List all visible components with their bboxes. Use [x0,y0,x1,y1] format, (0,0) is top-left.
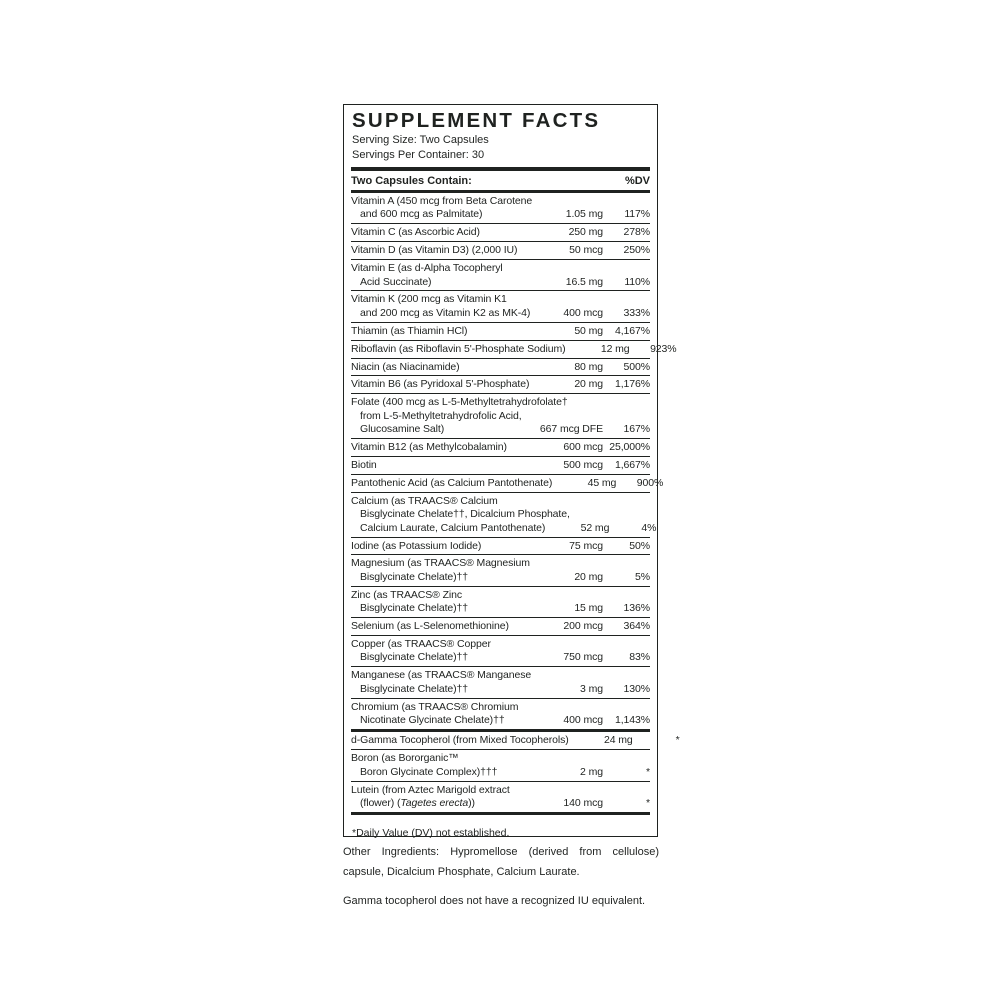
row-iodine [351,538,650,556]
row-zinc [351,587,650,618]
nutrient-dv: * [646,765,650,778]
nutrient-amount: 750 mcg [563,651,603,664]
nutrient-dv: 130% [623,682,650,695]
nutrient-amount: 75 mcg [569,539,603,552]
nutrient-dv: 900% [636,476,664,489]
row-biotin [351,457,650,475]
dv-footnote: *Daily Value (DV) not established. [352,827,510,840]
nutrient-dv: 923% [650,342,677,355]
nutrient-name: and 200 mcg as Vitamin K2 as MK-4) [360,306,531,319]
row-pantothenic-acid [351,475,664,493]
nutrient-name: Copper (as TRAACS® Copper [351,637,491,650]
nutrient-dv: 500% [623,360,650,373]
nutrient-name: Iodine (as Potassium Iodide) [351,539,482,552]
nutrient-name: Thiamin (as Thiamin HCl) [351,324,468,337]
nutrient-amount: 3 mg [580,682,603,695]
nutrient-name: Calcium Laurate, Calcium Pantothenate) [360,521,546,534]
servings-per-container: Servings Per Container: 30 [352,149,485,161]
nutrient-dv: 117% [624,208,650,221]
dv-header: %DV [624,174,650,187]
nutrient-name: Pantothenic Acid (as Calcium Pantothenate) [351,476,553,489]
nutrient-amount: 500 mcg [563,459,603,471]
nutrient-name: Biotin [351,459,377,471]
nutrient-name: d-Gamma Tocopherol (from Mixed Tocopherols) [351,734,569,747]
main-nutrient-rows [351,193,677,729]
nutrient-name: (flower) (Tagetes erecta)) [360,797,475,810]
nutrient-dv: 1,176% [614,378,650,391]
nutrient-amount: 16.5 mg [565,275,603,288]
nutrient-name: Chromium (as TRAACS® Chromium [351,700,519,713]
nutrient-amount: 52 mg [580,521,610,534]
nutrient-dv: 278% [623,226,650,239]
nutrient-dv: * [675,734,680,747]
nutrient-amount: 80 mg [574,360,603,373]
row-vitamin-b6 [351,376,650,394]
nutrient-dv: 364% [623,620,650,633]
gamma-tocopherol-note: Gamma tocopherol does not have a recognized IU equivalent. [343,895,646,907]
nutrient-amount: 667 mcg DFE [539,423,603,436]
nutrient-name: Selenium (as L-Selenomethionine) [351,620,509,633]
secondary-nutrient-rows [351,732,680,812]
nutrient-name: Zinc (as TRAACS® Zinc [351,588,463,601]
row-vitamin-d [351,242,650,260]
row-d-gamma-tocopherol [351,732,680,750]
row-manganese [351,667,650,698]
nutrient-amount: 50 mg [574,324,603,337]
nutrient-dv: 1,143% [614,714,650,726]
row-selenium [351,618,650,636]
nutrient-name: Calcium (as TRAACS® Calcium [351,494,498,507]
nutrient-name: Magnesium (as TRAACS® Magnesium [351,557,530,570]
nutrient-amount: 200 mcg [563,620,603,633]
row-thiamin [351,323,650,341]
nutrient-dv: 1,667% [614,459,650,471]
nutrient-dv: 110% [624,275,650,288]
nutrient-dv: 250% [623,244,650,257]
nutrient-name: and 600 mcg as Palmitate) [360,208,483,221]
nutrient-name: Bisglycinate Chelate)†† [360,602,469,615]
nutrient-dv: 333% [623,306,650,319]
nutrient-name: Boron (as Bororganic™ [351,752,459,765]
nutrient-name: Bisglycinate Chelate)†† [360,570,469,583]
row-riboflavin [351,341,677,359]
nutrient-dv: 50% [629,539,650,552]
nutrient-name: Acid Succinate) [360,275,432,288]
nutrient-name: Bisglycinate Chelate††, Dicalcium Phosphate, [360,508,570,521]
nutrient-name: Vitamin K (200 mcg as Vitamin K1 [351,293,507,306]
nutrient-name: from L-5-Methyltetrahydrofolic Acid, [360,409,522,422]
nutrient-name: Bisglycinate Chelate)†† [360,682,469,695]
row-copper [351,636,650,667]
nutrient-name: Folate (400 mcg as L-5-Methyltetrahydrofolate† [351,396,568,409]
nutrient-name: Glucosamine Salt) [360,423,445,436]
nutrient-dv: 136% [623,602,650,615]
nutrient-name: Vitamin C (as Ascorbic Acid) [351,226,480,239]
nutrient-dv: 5% [635,570,650,583]
nutrient-name: Manganese (as TRAACS® Manganese [351,669,532,682]
row-vitamin-b12 [351,439,650,457]
nutrient-name: Nicotinate Glycinate Chelate)†† [360,714,505,726]
nutrient-amount: 1.05 mg [565,208,603,221]
nutrient-name: Lutein (from Aztec Marigold extract [351,783,510,796]
nutrient-amount: 140 mcg [563,797,603,810]
nutrient-amount: 2 mg [580,765,603,778]
nutrient-amount: 45 mg [587,476,617,489]
row-chromium [351,699,650,729]
serving-size: Serving Size: Two Capsules [352,134,489,146]
other-ingredients-text: Other Ingredients: Hypromellose (derived from cellulose) capsule, Dicalcium Phosphate, Calcium Laurate. [343,846,659,878]
nutrient-amount: 250 mg [568,226,603,239]
row-vitamin-k [351,291,650,322]
row-calcium [351,493,657,538]
nutrient-name: Vitamin B6 (as Pyridoxal 5'-Phosphate) [351,378,530,391]
nutrient-amount: 400 mcg [563,306,603,319]
nutrient-name: Vitamin B12 (as Methylcobalamin) [351,441,507,454]
nutrient-amount: 12 mg [600,342,630,355]
nutrient-name: Bisglycinate Chelate)†† [360,651,469,664]
nutrient-amount: 600 mcg [563,441,603,454]
row-vitamin-a [351,193,650,224]
row-boron [351,750,650,781]
panel-title: SUPPLEMENT FACTS [352,109,601,132]
nutrient-name: Vitamin D (as Vitamin D3) (2,000 IU) [351,244,518,257]
nutrient-name: Vitamin A (450 mcg from Beta Carotene [351,195,533,207]
below-panel-text [343,843,659,912]
contain-header: Two Capsules Contain: [351,174,472,187]
nutrient-name: Riboflavin (as Riboflavin 5'-Phosphate Sodium) [351,342,566,355]
nutrient-amount: 400 mcg [563,714,603,726]
nutrient-dv: 25,000% [609,441,650,454]
nutrient-dv: * [646,797,650,810]
nutrient-amount: 15 mg [574,602,603,615]
row-lutein [351,782,650,812]
row-magnesium [351,555,650,586]
nutrient-amount: 24 mg [603,734,633,747]
nutrient-dv: 167% [623,423,650,436]
supplement-facts-panel [343,104,680,840]
nutrient-dv: 4,167% [614,324,650,337]
row-vitamin-e [351,260,650,291]
nutrient-name: Boron Glycinate Complex)††† [360,765,498,778]
nutrient-amount: 50 mcg [569,244,603,257]
row-niacin [351,359,650,377]
row-vitamin-c [351,224,650,242]
nutrient-amount: 20 mg [574,378,603,391]
column-header [351,171,650,190]
nutrient-amount: 20 mg [574,570,603,583]
nutrient-name: Niacin (as Niacinamide) [351,360,460,373]
row-folate [351,394,650,439]
divider-thick-bottom [351,812,650,816]
nutrient-dv: 83% [629,651,650,664]
nutrient-dv: 4% [641,521,657,534]
nutrient-name: Vitamin E (as d-Alpha Tocopheryl [351,262,503,275]
